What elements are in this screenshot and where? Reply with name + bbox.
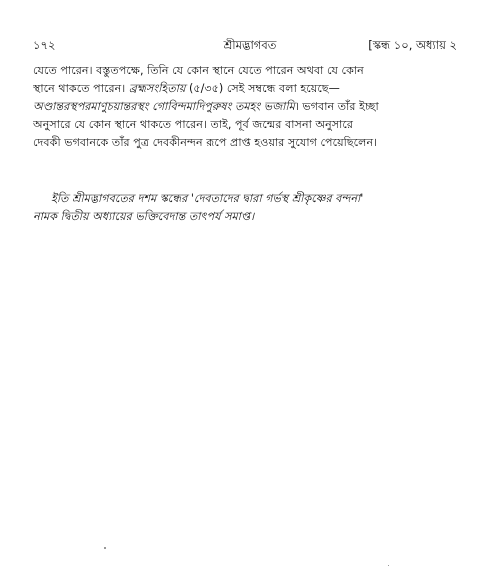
scan-speck	[388, 565, 389, 566]
paragraph-line-1: যেতে পারেন। বস্তুতপক্ষে, তিনি যে কোন স্থানে যেতে পারেন অথবা যে কোন	[33, 64, 364, 77]
scripture-reference: ব্রহ্মসংহিতায়	[128, 82, 186, 95]
paragraph-line-2-start: স্থানে থাকতে পারেন।	[33, 82, 129, 95]
paragraph-line-2	[33, 80, 461, 98]
closing-line-2: নামক দ্বিতীয় অধ্যায়ের ভক্তিবেদান্ত তাৎপর্য সমাপ্ত।	[33, 210, 255, 223]
purport-paragraph	[33, 62, 461, 152]
paragraph-line-2-end: (৫/৩৫) সেই সম্বন্ধে বলা হয়েছে—	[185, 82, 340, 95]
running-head	[33, 37, 457, 53]
paragraph-line-5: দেবকী ভগবানকে তাঁর পুত্র দেবকীনন্দন রূপে প্রাপ্ত হওয়ার সুযোগ পেয়েছিলেন।	[33, 136, 378, 149]
page-number: ১৭২	[33, 38, 56, 52]
chapter-closing-note	[33, 190, 461, 226]
paragraph-line-3	[33, 98, 461, 116]
book-title: শ্রীমদ্ভাগবত	[223, 38, 277, 52]
paragraph-line-4: অনুসারে যে কোন স্থানে থাকতে পারেন। তাই, পূর্ব জন্মের বাসনা অনুসারে	[33, 118, 354, 131]
scan-speck	[104, 547, 106, 549]
section-reference: [স্কন্ধ ১০, অধ্যায় ২	[368, 38, 457, 52]
paragraph-line-3-end: । ভগবান তাঁর ইচ্ছা	[294, 100, 379, 113]
sanskrit-verse: অণ্ডান্তরস্থপরমাণুচয়ান্তরস্থং গোবিন্দমাদিপুরুষং তমহং ভজামি	[33, 100, 295, 113]
closing-line-1: ইতি শ্রীমদ্ভাগবতের দশম স্কন্ধের 'দেবতাদের দ্বারা গর্ভস্থ শ্রীকৃষ্ণের বন্দনা'	[51, 192, 364, 205]
